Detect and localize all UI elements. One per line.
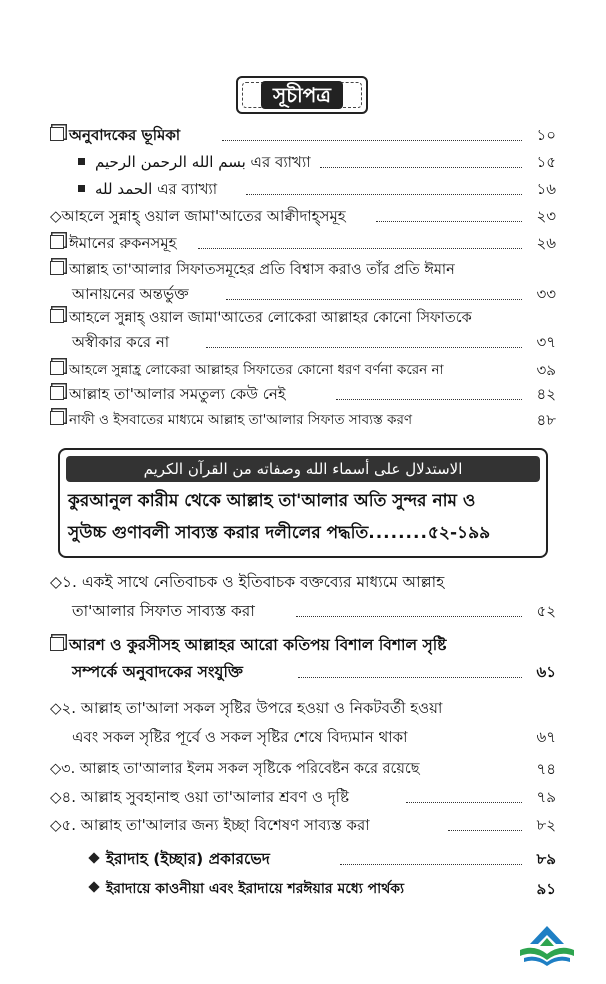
- page-number: ৩৩: [536, 285, 556, 303]
- page-number: ২৬: [536, 234, 556, 252]
- toc-entry[interactable]: الحمد لله এর ব্যাখ্যা ১৬: [50, 178, 556, 200]
- toc-entry-cont[interactable]: সম্পর্কে অনুবাদকের সংযুক্তি ৬১: [72, 663, 556, 681]
- toc-entry[interactable]: আল্লাহ তা'আলার সমতুল্য কেউ নেই ৪২: [50, 383, 556, 405]
- page-icon: [50, 411, 64, 425]
- section-box[interactable]: [58, 448, 548, 558]
- page-number: ৮২: [536, 816, 556, 834]
- toc-entry[interactable]: আরশ ও কুরসীসহ আল্লাহর আরো কতিপয় বিশাল বিশাল সৃষ্টি: [50, 634, 556, 656]
- toc-entry[interactable]: ◇৩. আল্লাহ তা'আলার ইলম সকল সৃষ্টিকে পরিবেষ্টন করে রয়েছে ৭৪: [50, 760, 556, 778]
- page-icon: [50, 235, 64, 249]
- toc-entry[interactable]: নাফী ও ইসবাতের মাধ্যমে আল্লাহ তা'আলার সিফাত সাব্যস্ত করণ ৪৮: [50, 408, 556, 431]
- page-number: ৪৮: [536, 411, 556, 429]
- toc-entry[interactable]: অনুবাদকের ভূমিকা ১০: [50, 124, 556, 146]
- square-bullet-icon: [78, 158, 85, 165]
- page-number: ৭৪: [536, 760, 556, 778]
- toc-entry[interactable]: بسم الله الرحمن الرحيم এর ব্যাখ্যা ১৫: [50, 151, 556, 173]
- page-number: ১৫: [536, 153, 556, 171]
- page-number: ১৬: [536, 180, 556, 198]
- diamond-bullet-icon: [88, 881, 99, 892]
- toc-entry[interactable]: আহলে সুন্নাহ্র লোকেরা আল্লাহর সিফাতের কোনো ধরণ বর্ণনা করেন না ৩৯: [50, 358, 556, 381]
- page-title: সূচীপত্র: [261, 81, 343, 109]
- page-icon: [50, 309, 64, 323]
- toc-entry[interactable]: ◇৫. আল্লাহ তা'আলার জন্য ইচ্ছা বিশেষণ সাব্যস্ত করা ৮২: [50, 816, 556, 834]
- diamond-bullet-icon: [88, 852, 99, 863]
- square-bullet-icon: [78, 185, 85, 192]
- toc-entry-cont[interactable]: এবং সকল সৃষ্টির পূর্বে ও সকল সৃষ্টির শেষে বিদ্যমান থাকা ৬৭: [72, 728, 556, 746]
- toc-entry[interactable]: আল্লাহ তা'আলার সিফাতসমূহের প্রতি বিশ্বাস করাও তাঁর প্রতি ঈমান: [50, 258, 556, 281]
- toc-entry[interactable]: ◇আহলে সুন্নাহ্ ওয়াল জামা'আতের আক্বীদাহ্সমূহ ২৩: [50, 207, 556, 225]
- page-icon: [50, 361, 64, 375]
- toc-entry[interactable]: ইরাদাহ (ইচ্ছার) প্রকারভেদ ৮৯: [50, 848, 556, 870]
- title-badge: [236, 76, 368, 114]
- page-icon: [50, 386, 64, 400]
- page-range: ৫২-১৯৯: [427, 523, 491, 543]
- page-number: ৩৭: [536, 333, 556, 351]
- page-number: ৮৯: [536, 850, 556, 868]
- toc-entry[interactable]: আহলে সুন্নাহ্ ওয়াল জামা'আতের লোকেরা আল্লাহর কোনো সিফাতকে: [50, 306, 556, 329]
- section-title-line2: সুউচ্চ গুণাবলী সাব্যস্ত করার দলীলের পদ্ধতি........৫২-১৯৯: [68, 523, 491, 543]
- toc-entry-cont[interactable]: আনায়নের অন্তর্ভুক্ত ৩৩: [72, 285, 556, 303]
- toc-entry[interactable]: ইরাদায়ে কাওনীয়া এবং ইরাদায়ে শরঈয়ার মধ্যে পার্থক্য ৯১: [50, 877, 556, 900]
- publisher-logo-icon: [518, 924, 576, 968]
- page-number: ৪২: [536, 385, 556, 403]
- page-number: ৭৯: [536, 788, 556, 806]
- page-icon: [50, 261, 64, 275]
- page-icon: [50, 127, 64, 141]
- page-icon: [50, 637, 64, 651]
- page-number: ১০: [536, 126, 556, 144]
- page-number: ৩৯: [536, 361, 556, 379]
- toc-entry[interactable]: ◇১. একই সাথে নেতিবাচক ও ইতিবাচক বক্তব্যের মাধ্যমে আল্লাহ: [50, 573, 445, 591]
- page-number: ৯১: [536, 880, 556, 898]
- section-title-line1: কুরআনুল কারীম থেকে আল্লাহ তা'আলার অতি সুন্দর নাম ও: [68, 491, 476, 511]
- toc-entry[interactable]: ◇৪. আল্লাহ সুবহানাহু ওয়া তা'আলার শ্রবণ ও দৃষ্টি ৭৯: [50, 788, 556, 806]
- toc-entry[interactable]: ◇২. আল্লাহ তা'আলা সকল সৃষ্টির উপরে হওয়া ও নিকটবর্তী হওয়া: [50, 699, 443, 717]
- page-number: ৬৭: [536, 728, 556, 746]
- toc-entry[interactable]: ঈমানের রুকনসমূহ ২৬: [50, 232, 556, 254]
- arabic-heading: الاستدلال على أسماء الله وصفاته من القرآن الكريم: [66, 456, 540, 482]
- page-number: ২৩: [536, 207, 556, 225]
- toc-entry-cont[interactable]: তা'আলার সিফাত সাব্যস্ত করা ৫২: [72, 602, 556, 620]
- page-number: ৫২: [536, 602, 556, 620]
- toc-entry-cont[interactable]: অস্বীকার করে না ৩৭: [72, 333, 556, 351]
- page-number: ৬১: [536, 663, 556, 681]
